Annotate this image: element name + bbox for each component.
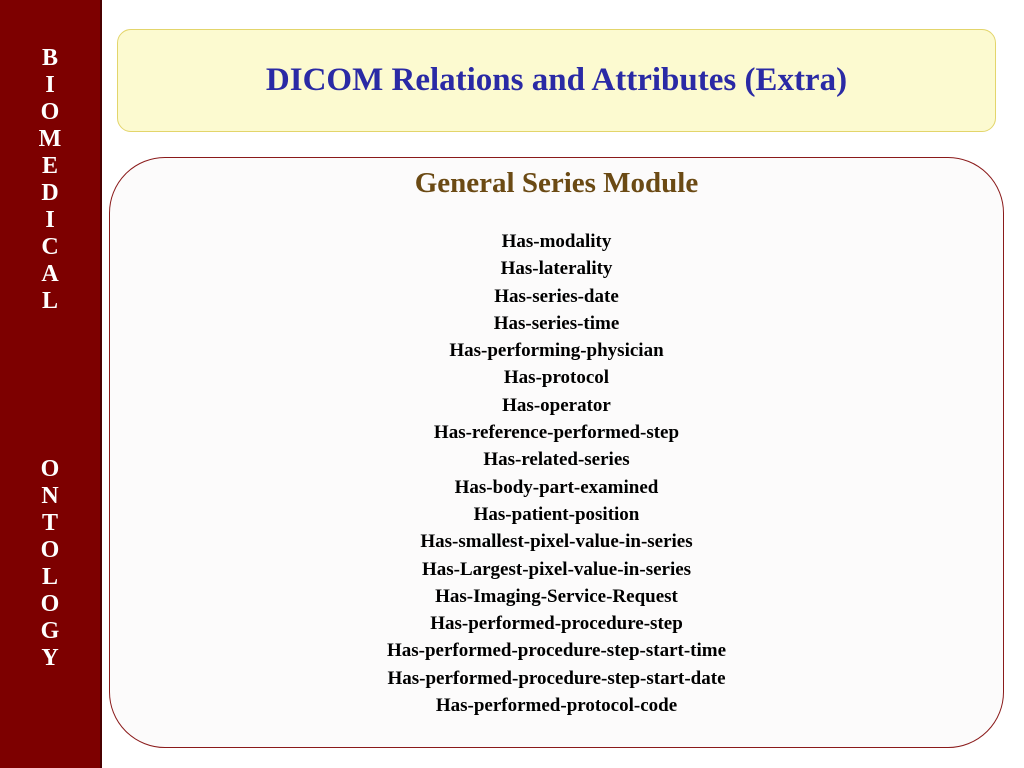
sidebar-letter: O (40, 537, 60, 563)
attribute-item: Has-reference-performed-step (433, 422, 680, 444)
attribute-item: Has-performing-physician (449, 340, 664, 362)
title-box (117, 29, 996, 132)
sidebar-letter: B (41, 45, 58, 71)
sidebar-letter: I (45, 72, 55, 98)
sidebar-letter: O (40, 591, 60, 617)
sidebar-banner (0, 0, 102, 768)
attribute-item: Has-performed-procedure-step-start-date (387, 667, 726, 689)
attribute-item: Has-smallest-pixel-value-in-series (420, 531, 693, 553)
sidebar-letter: Y (41, 645, 59, 671)
sidebar-letter: N (41, 483, 59, 509)
attribute-item: Has-performed-procedure-step-start-time (386, 640, 727, 662)
sidebar-letter: O (40, 99, 60, 125)
attribute-item: Has-operator (502, 394, 611, 416)
attribute-item: Has-modality (501, 231, 612, 252)
attribute-item: Has-performed-protocol-code (435, 695, 678, 717)
sidebar-word-ontology (0, 456, 100, 672)
content-box (109, 157, 1004, 748)
sidebar-letter: C (41, 234, 59, 260)
attribute-item: Has-related-series (483, 449, 630, 471)
sidebar-letter: D (41, 180, 59, 206)
attribute-item: Has-Imaging-Service-Request (435, 585, 678, 607)
attribute-item: Has-protocol (503, 367, 610, 389)
attribute-item: Has-series-date (494, 285, 619, 307)
sidebar-letter: T (41, 510, 58, 536)
sidebar-letter: E (41, 153, 58, 179)
sidebar-letter: L (41, 564, 58, 590)
attribute-item: Has-patient-position (473, 503, 640, 525)
slide-title: DICOM Relations and Attributes (Extra) (265, 62, 848, 98)
attribute-item: Has-Largest-pixel-value-in-series (421, 558, 692, 580)
attribute-item: Has-performed-procedure-step (430, 613, 683, 635)
attribute-list (110, 228, 1003, 719)
sidebar-word-biomedical (0, 45, 100, 315)
sidebar-letter: G (40, 618, 60, 644)
sidebar-letter: I (45, 207, 55, 233)
section-heading: General Series Module (414, 167, 699, 199)
attribute-item: Has-body-part-examined (454, 476, 659, 498)
attribute-item: Has-series-time (493, 312, 620, 334)
sidebar-letter: O (40, 456, 60, 482)
sidebar-letter: L (41, 288, 58, 314)
attribute-item: Has-laterality (500, 258, 613, 280)
sidebar-letter: A (41, 261, 59, 287)
sidebar-letter: M (38, 126, 62, 152)
